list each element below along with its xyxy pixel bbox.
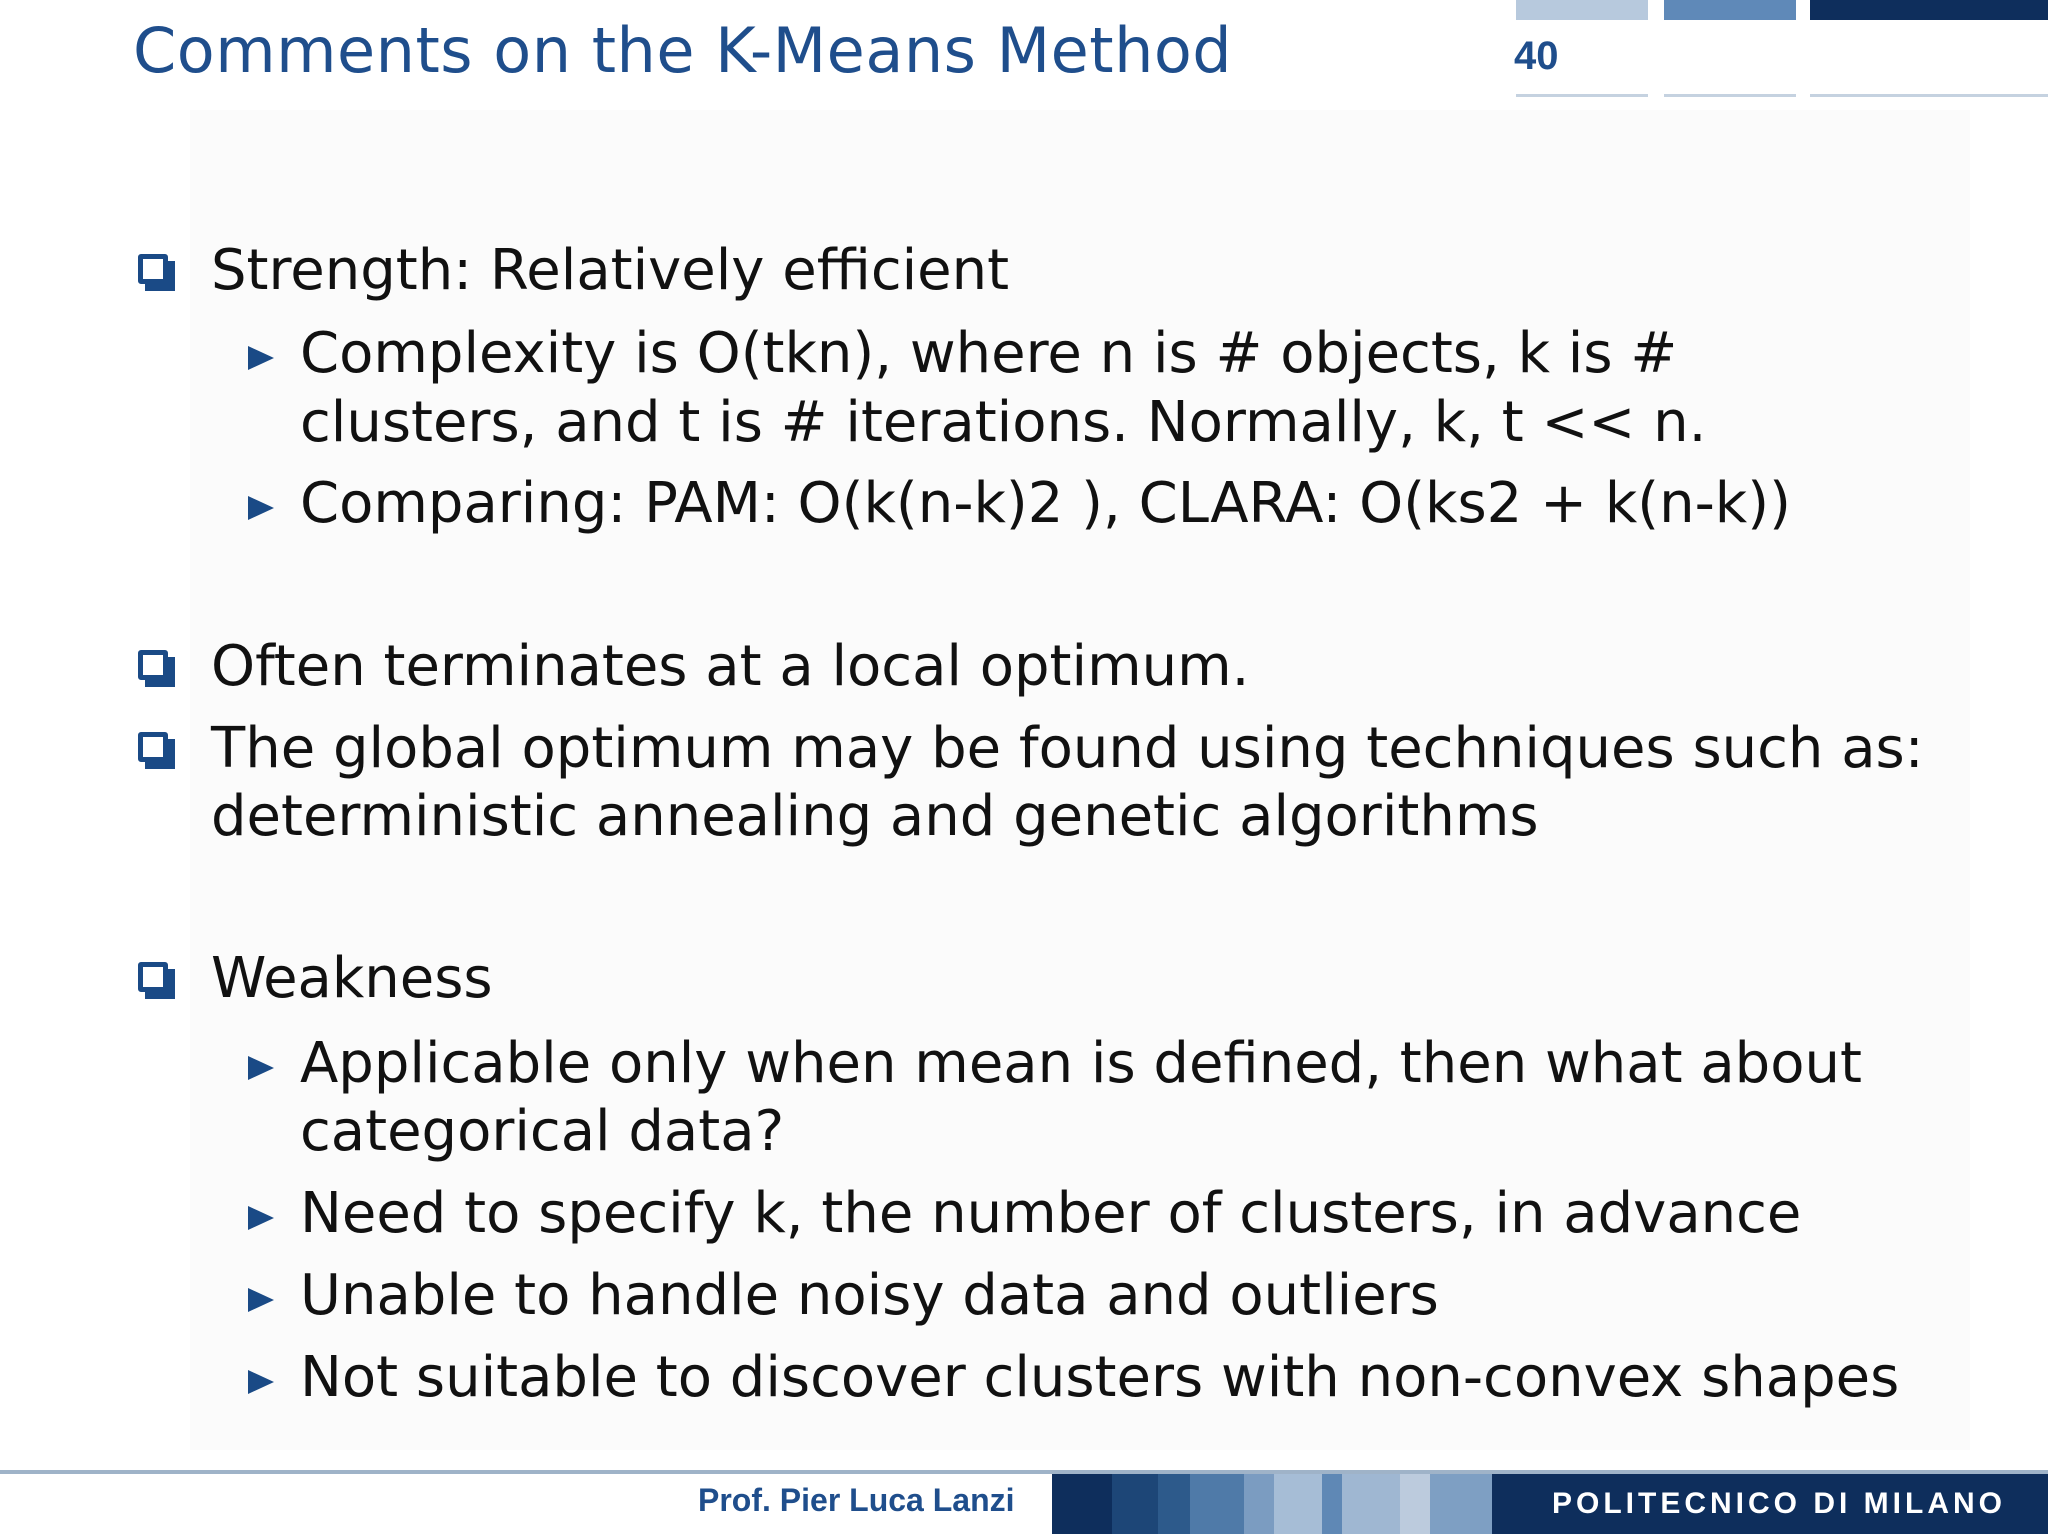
bullet-global-optimum-line2: deterministic annealing and genetic algorithms — [211, 784, 1539, 849]
sub-bullet-specify-k: Need to specify k, the number of clusters, in advance — [300, 1181, 1802, 1246]
square-bullet-icon — [138, 962, 168, 992]
header-decor-line-1 — [1516, 94, 1648, 97]
footer-bar — [1342, 1474, 1400, 1534]
footer-brand: POLITECNICO DI MILANO — [1492, 1474, 2048, 1534]
footer-bar — [1244, 1474, 1274, 1534]
footer-bar — [1190, 1474, 1244, 1534]
footer-bar — [1112, 1474, 1158, 1534]
footer-gradient-bars — [1052, 1474, 1492, 1534]
slide-title: Comments on the K-Means Method — [133, 14, 1233, 87]
sub-bullet-mean-line2: categorical data? — [300, 1099, 785, 1164]
sub-bullet-complexity-line1: Complexity is O(tkn), where n is # objects, k is # — [300, 321, 1678, 386]
bullet-global-optimum-line1: The global optimum may be found using techniques such as: — [211, 716, 1924, 781]
triangle-bullet-icon — [248, 1056, 274, 1080]
sub-bullet-non-convex: Not suitable to discover clusters with non-convex shapes — [300, 1345, 1900, 1410]
footer-bar — [1274, 1474, 1322, 1534]
triangle-bullet-icon — [248, 496, 274, 520]
header-decor-line-3 — [1810, 94, 2048, 97]
triangle-bullet-icon — [248, 1206, 274, 1230]
header-decor-line-2 — [1664, 94, 1796, 97]
sub-bullet-comparing: Comparing: PAM: O(k(n-k)2 ), CLARA: O(ks2 + k(n-k)) — [300, 471, 1791, 536]
square-bullet-icon — [138, 650, 168, 680]
footer-bar — [1322, 1474, 1342, 1534]
sub-bullet-mean-line1: Applicable only when mean is defined, then what about — [300, 1031, 1862, 1096]
header-decor-block-3 — [1810, 0, 2048, 20]
triangle-bullet-icon — [248, 1288, 274, 1312]
header-decor-block-1 — [1516, 0, 1648, 20]
bullet-weakness: Weakness — [211, 946, 493, 1011]
bullet-local-optimum: Often terminates at a local optimum. — [211, 634, 1250, 699]
footer-bar — [1052, 1474, 1112, 1534]
header-decor-block-2 — [1664, 0, 1796, 20]
footer-author: Prof. Pier Luca Lanzi — [698, 1482, 1015, 1518]
triangle-bullet-icon — [248, 1370, 274, 1394]
sub-bullet-noisy-data: Unable to handle noisy data and outliers — [300, 1263, 1439, 1328]
bullet-strength: Strength: Relatively efficient — [211, 238, 1010, 303]
footer-bar — [1400, 1474, 1430, 1534]
slide-number: 40 — [1514, 34, 1559, 78]
footer-bar — [1158, 1474, 1190, 1534]
footer-bar — [1430, 1474, 1492, 1534]
sub-bullet-complexity-line2: clusters, and t is # iterations. Normally, k, t << n. — [300, 390, 1707, 455]
square-bullet-icon — [138, 254, 168, 284]
triangle-bullet-icon — [248, 346, 274, 370]
square-bullet-icon — [138, 732, 168, 762]
